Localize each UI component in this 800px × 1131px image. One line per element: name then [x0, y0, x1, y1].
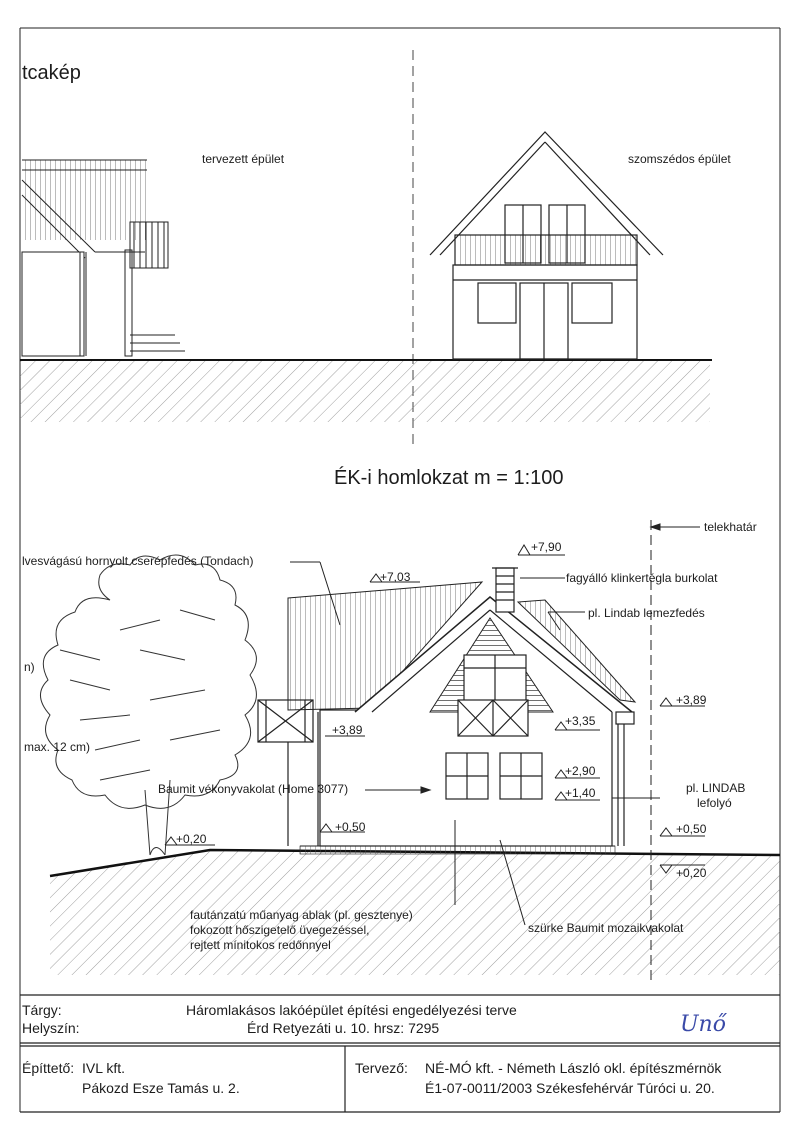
chimney-cladding-label: fagyálló klinkertégla burkolat — [566, 571, 718, 585]
subject-label: Tárgy: — [22, 1002, 62, 1018]
level-floor-right: +0,50 — [676, 822, 707, 836]
level-window-sill: +1,40 — [565, 786, 596, 800]
level-left-ridge: +7,03 — [380, 570, 411, 584]
planned-building-partial — [22, 160, 185, 356]
level-terrain-left: +0,20 — [176, 832, 207, 846]
level-window-top: +2,90 — [565, 764, 596, 778]
plot-boundary-label: telekhatár — [704, 520, 757, 534]
max-height-note: max. 12 cm) — [24, 740, 91, 754]
designer-label: Tervező: — [355, 1060, 408, 1076]
elevation-house — [258, 568, 635, 846]
roof-tiles-label: lvesvágású hornyolt cserépfedés (Tondach) — [22, 554, 254, 568]
signature: Unő — [680, 1012, 726, 1037]
window-label-1: fautánzatú műanyag ablak (pl. gesztenye) — [190, 908, 413, 922]
plaster-label: Baumit vékonyvakolat (Home 3077) — [158, 782, 349, 796]
window-label-3: rejtett mínitokos redőnnyel — [190, 938, 331, 952]
street-view-ground — [20, 360, 712, 422]
builder-name: IVL kft. — [82, 1060, 126, 1076]
neighbor-building — [430, 132, 663, 359]
left-cut-note: n) — [24, 660, 35, 674]
level-balcony: +3,35 — [565, 714, 596, 728]
location-value: Érd Retyezáti u. 10. hrsz: 7295 — [247, 1020, 440, 1036]
downpipe-label-1: pl. LINDAB — [686, 781, 746, 795]
level-ridge: +7,90 — [531, 540, 562, 554]
mosaic-plaster-label: szürke Baumit mozaikvakolat — [528, 921, 684, 935]
planned-building-label: tervezett épület — [202, 152, 285, 166]
level-terrain-right: +0,20 — [676, 866, 707, 880]
lindab-roof-label: pl. Lindab lemezfedés — [588, 606, 705, 620]
designer-name: NÉ-MÓ kft. - Németh László okl. építészmérnök — [425, 1060, 722, 1076]
level-right-eave: +3,89 — [676, 693, 707, 707]
builder-address: Pákozd Esze Tamás u. 2. — [82, 1080, 240, 1096]
subject-value: Háromlakásos lakóépület építési engedélyezési terve — [186, 1002, 517, 1018]
elevation-title: ÉK-i homlokzat m = 1:100 — [334, 467, 564, 489]
builder-label: Építtető: — [22, 1060, 75, 1076]
window-label-2: fokozott hőszigetelő üvegezéssel, — [190, 923, 370, 937]
neighbor-building-label: szomszédos épület — [628, 152, 731, 166]
street-view-title: tcakép — [22, 62, 81, 84]
level-floor-left: +0,50 — [335, 820, 366, 834]
level-left-eave: +3,89 — [332, 723, 363, 737]
location-label: Helyszín: — [22, 1020, 80, 1036]
designer-registration: É1-07-0011/2003 Székesfehérvár Túróci u. 20. — [425, 1080, 715, 1096]
downpipe-label-2: lefolyó — [697, 796, 732, 810]
tree-outline — [40, 555, 256, 855]
